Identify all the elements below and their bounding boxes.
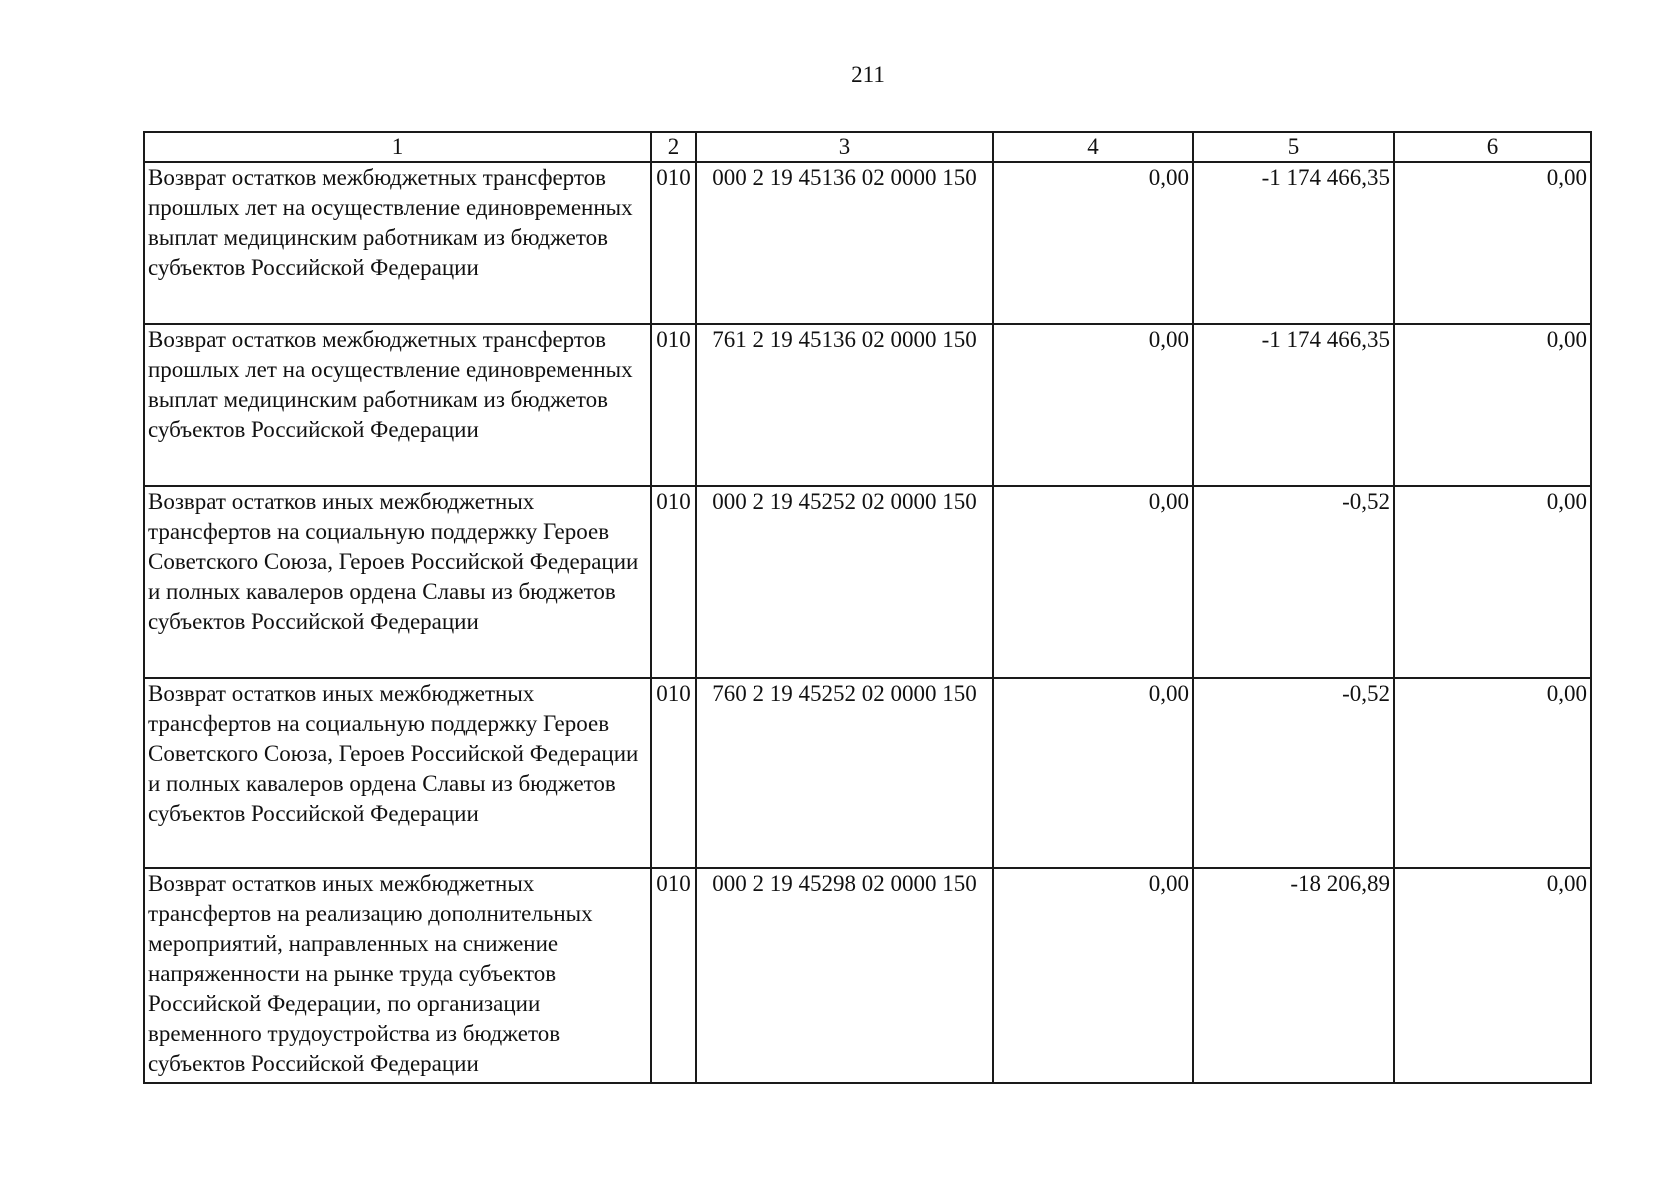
row-name: Возврат остатков иных межбюджетных трансфертов на реализацию дополнительных мероприятий, направленных на снижение напряженности на рынке труда субъектов Российской Федерации, по организации временного трудоустройства из бюджетов субъектов Российской Федерации [144,868,651,1083]
table-row [144,868,1591,1083]
row-col5-value: -1 174 466,35 [1193,324,1394,486]
row-line-code: 010 [651,868,696,1083]
row-name: Возврат остатков межбюджетных трансфертов прошлых лет на осуществление единовременных выплат медицинским работникам из бюджетов субъектов Российской Федерации [144,324,651,486]
column-number: 6 [1394,132,1591,162]
table-row [144,324,1591,486]
column-number: 2 [651,132,696,162]
row-col5-value: -18 206,89 [1193,868,1394,1083]
row-col4-value: 0,00 [993,486,1193,678]
row-col5-value: -1 174 466,35 [1193,162,1394,324]
row-col5-value: -0,52 [1193,486,1394,678]
column-number-row [144,132,1591,162]
page-number: 211 [851,62,885,87]
table-row [144,162,1591,324]
row-col4-value: 0,00 [993,324,1193,486]
column-number: 1 [144,132,651,162]
row-line-code: 010 [651,162,696,324]
row-col6-value: 0,00 [1394,486,1591,678]
table-row [144,486,1591,678]
row-col6-value: 0,00 [1394,868,1591,1083]
row-budget-code: 000 2 19 45136 02 0000 150 [696,162,993,324]
row-col5-value: -0,52 [1193,678,1394,868]
row-col4-value: 0,00 [993,868,1193,1083]
row-col4-value: 0,00 [993,162,1193,324]
row-line-code: 010 [651,324,696,486]
row-col4-value: 0,00 [993,678,1193,868]
row-budget-code: 000 2 19 45298 02 0000 150 [696,868,993,1083]
row-line-code: 010 [651,486,696,678]
row-budget-code: 761 2 19 45136 02 0000 150 [696,324,993,486]
row-col6-value: 0,00 [1394,678,1591,868]
column-number: 3 [696,132,993,162]
row-col6-value: 0,00 [1394,324,1591,486]
row-name: Возврат остатков иных межбюджетных трансфертов на социальную поддержку Героев Советского Союза, Героев Российской Федерации и полных кавалеров ордена Славы из бюджетов субъектов Российской Федерации [144,678,651,868]
row-name: Возврат остатков межбюджетных трансфертов прошлых лет на осуществление единовременных выплат медицинским работникам из бюджетов субъектов Российской Федерации [144,162,651,324]
row-col6-value: 0,00 [1394,162,1591,324]
row-budget-code: 760 2 19 45252 02 0000 150 [696,678,993,868]
column-number: 4 [993,132,1193,162]
row-line-code: 010 [651,678,696,868]
row-name: Возврат остатков иных межбюджетных трансфертов на социальную поддержку Героев Советского Союза, Героев Российской Федерации и полных кавалеров ордена Славы из бюджетов субъектов Российской Федерации [144,486,651,678]
table-row [144,678,1591,868]
column-number: 5 [1193,132,1394,162]
row-budget-code: 000 2 19 45252 02 0000 150 [696,486,993,678]
budget-table [143,131,1592,1084]
